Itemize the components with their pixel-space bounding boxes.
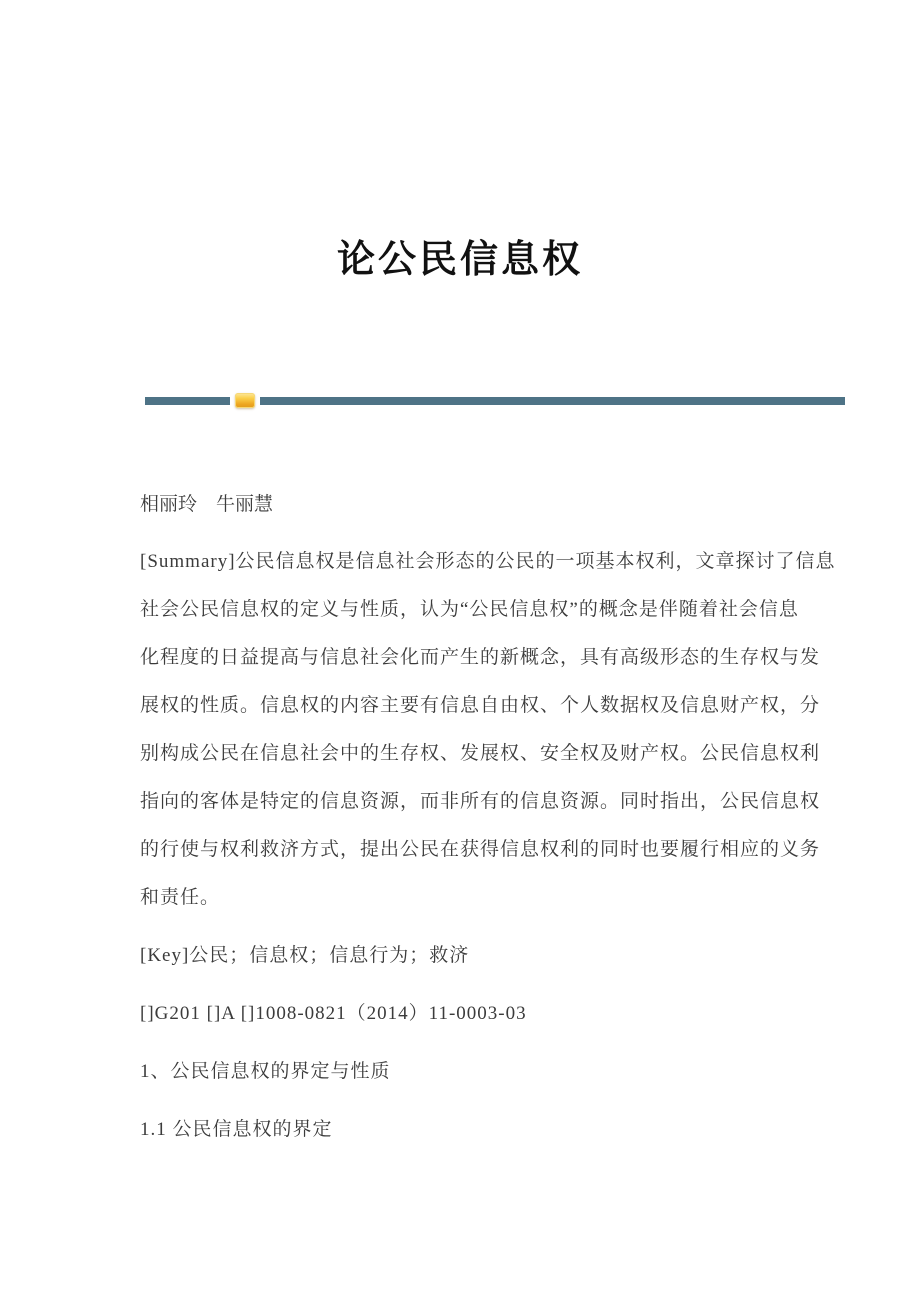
summary-line: [Summary]公民信息权是信息社会形态的公民的一项基本权利，文章探讨了信息 xyxy=(140,551,836,573)
summary-line: 社会公民信息权的定义与性质，认为“公民信息权”的概念是伴随着社会信息 xyxy=(140,599,799,621)
divider-bar-right xyxy=(260,397,845,405)
section-heading: 1、公民信息权的界定与性质 xyxy=(140,1061,391,1083)
divider-bar-left xyxy=(145,397,230,405)
summary-line: 展权的性质。信息权的内容主要有信息自由权、个人数据权及信息财产权，分 xyxy=(140,695,821,717)
classification-line: []G201 []A []1008-0821（2014）11-0003-03 xyxy=(140,1003,527,1025)
summary-line: 指向的客体是特定的信息资源，而非所有的信息资源。同时指出，公民信息权 xyxy=(140,791,821,813)
title-divider xyxy=(145,393,845,408)
subsection-heading: 1.1 公民信息权的界定 xyxy=(140,1119,333,1141)
summary-line: 化程度的日益提高与信息社会化而产生的新概念，具有高级形态的生存权与发 xyxy=(140,647,821,669)
summary-line: 和责任。 xyxy=(140,887,221,909)
summary-line: 别构成公民在信息社会中的生存权、发展权、安全权及财产权。公民信息权利 xyxy=(140,743,821,765)
book-icon xyxy=(235,393,255,408)
page-title: 论公民信息权 xyxy=(336,239,583,282)
keywords-line: [Key]公民；信息权；信息行为；救济 xyxy=(140,945,470,967)
summary-paragraph xyxy=(140,538,860,922)
authors-line: 相丽玲 牛丽慧 xyxy=(140,494,274,516)
summary-line: 的行使与权利救济方式，提出公民在获得信息权利的同时也要履行相应的义务 xyxy=(140,839,821,861)
